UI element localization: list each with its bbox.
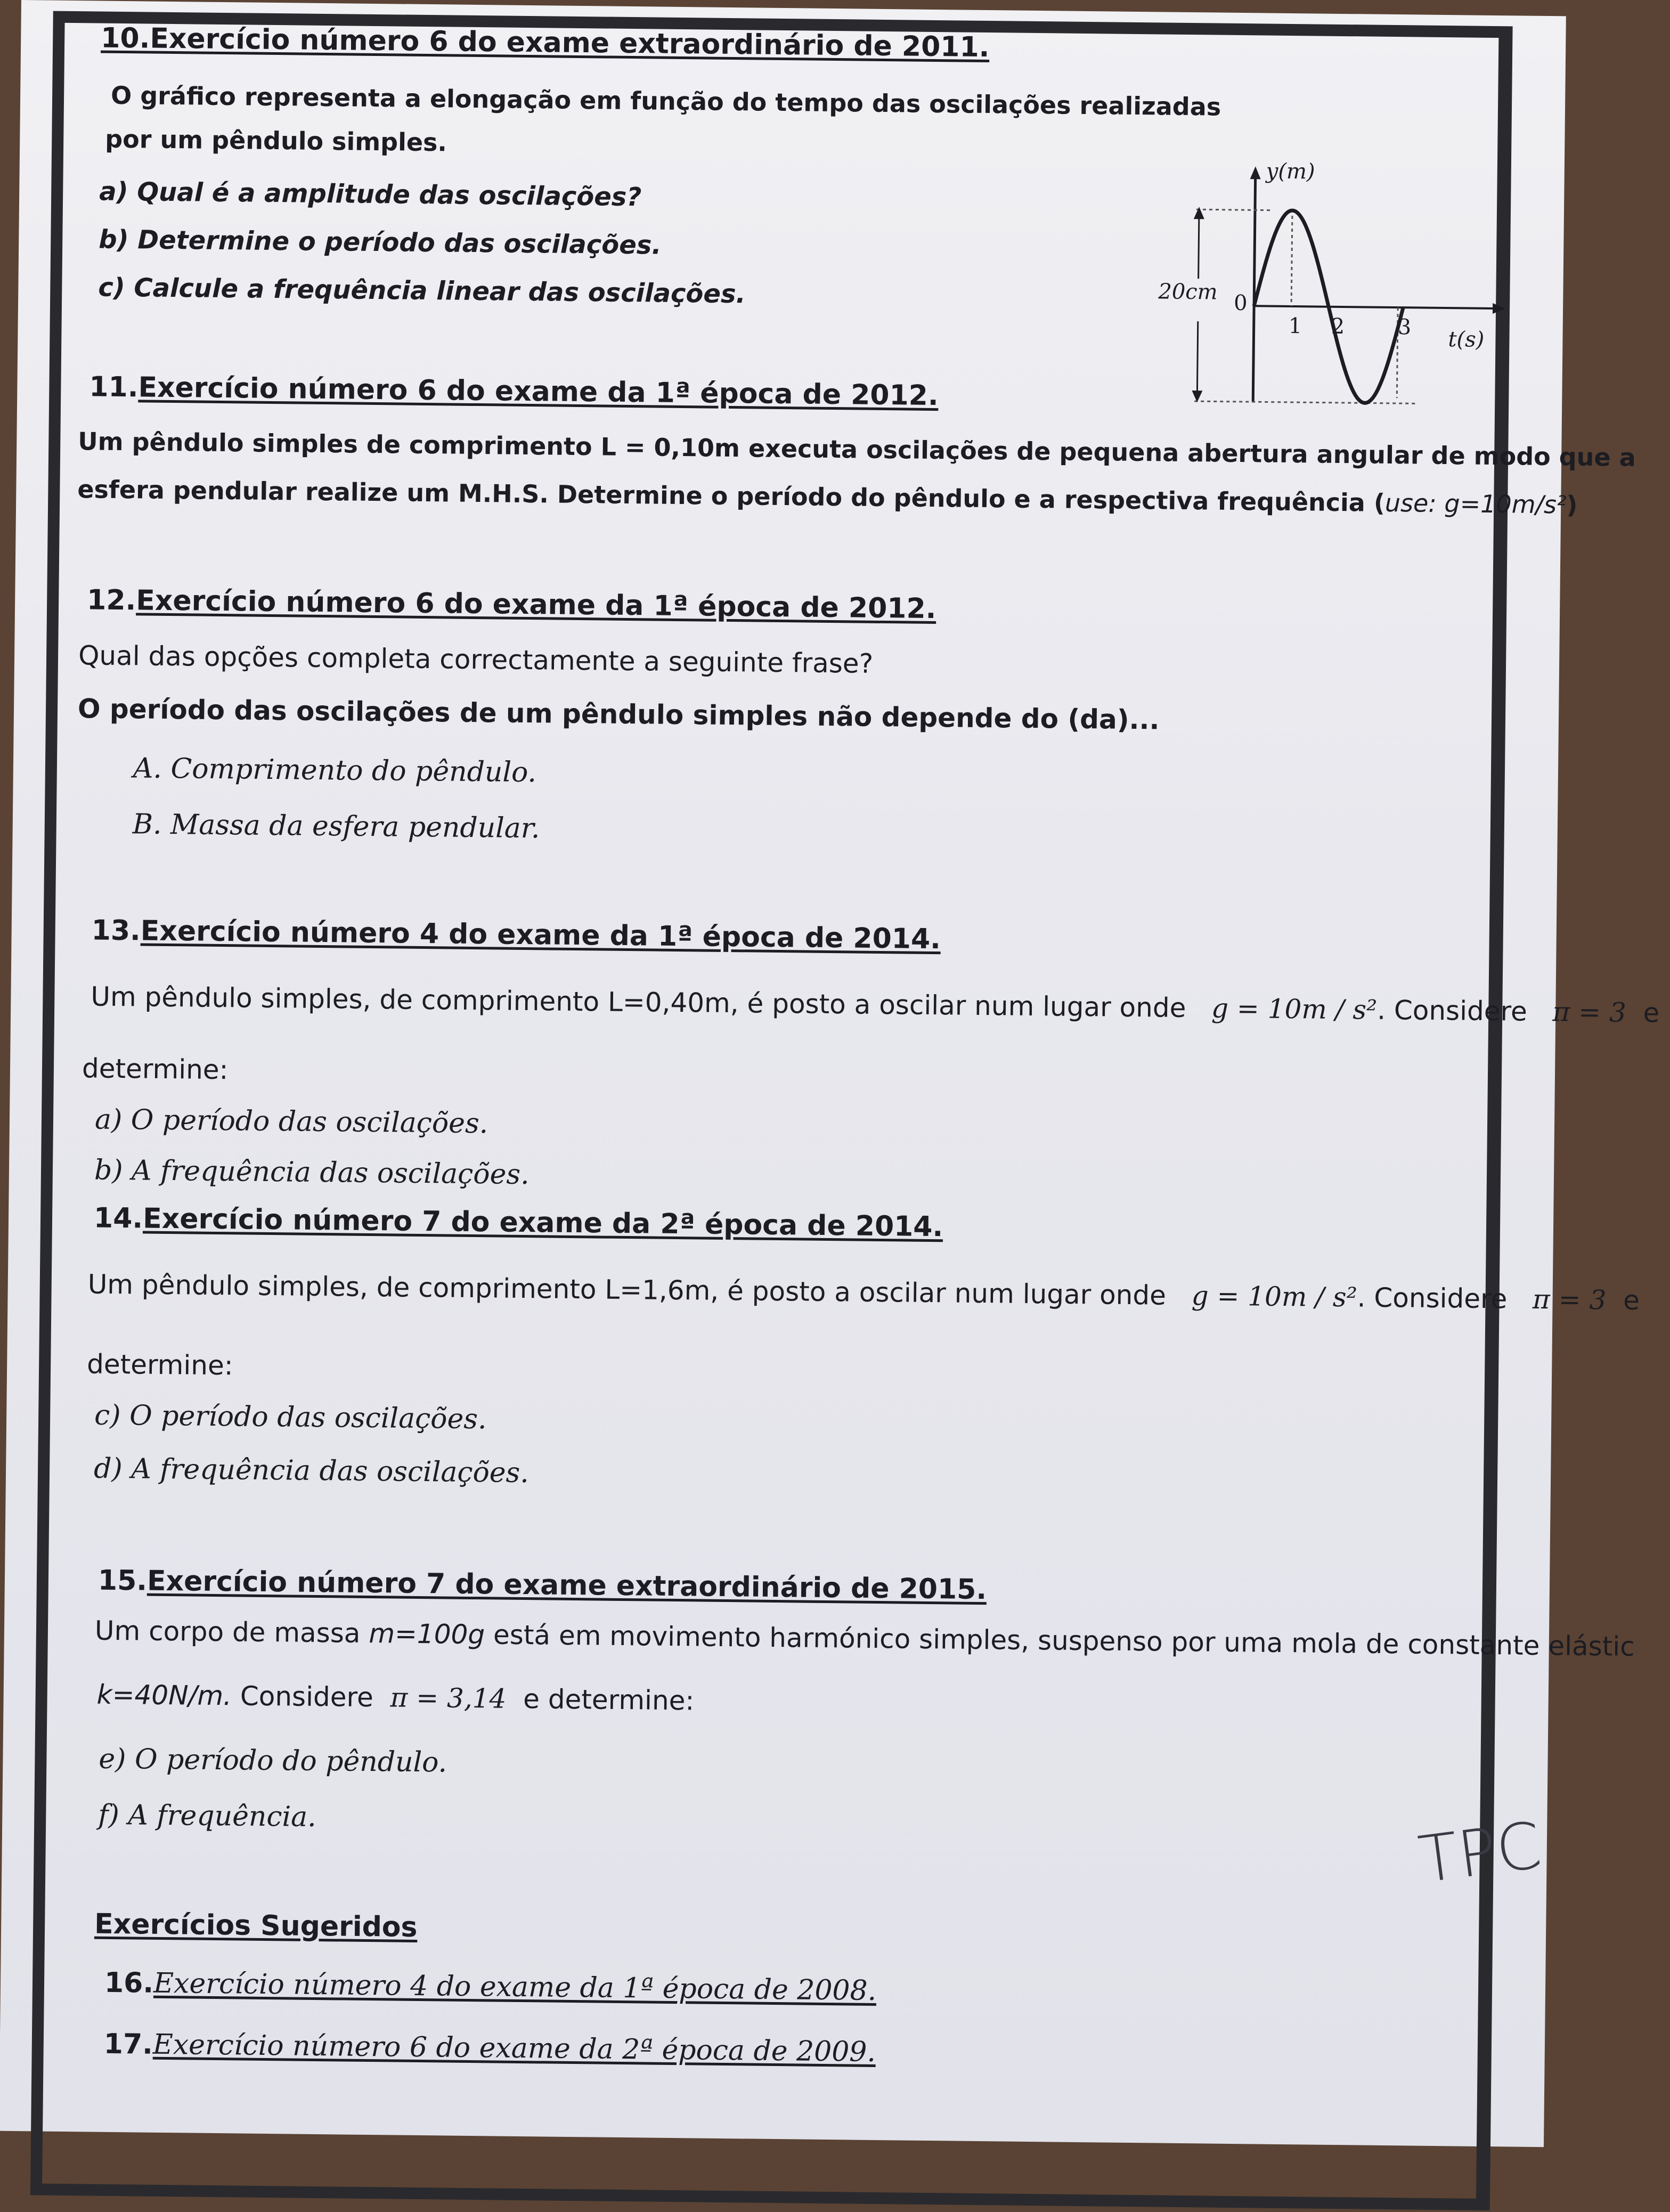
q14-item-d: d) A frequência das oscilações. [93, 1452, 529, 1490]
q11-line2: esfera pendular realize um M.H.S. Determine o período do pêndulo e a respectiva frequência (use: g=10m/s²) [77, 475, 1578, 519]
q15-title: 15.Exercício número 7 do exame extraordinário de 2015. [97, 1564, 987, 1606]
q13-determine: determine: [82, 1053, 229, 1086]
q15-line2: k=40N/m. Considere π = 3,14 e determine: [96, 1679, 695, 1717]
x-axis-label: t(s) [1448, 327, 1485, 352]
suggested-item-17: 17.Exercício número 6 do exame da 2ª época de 2009. [103, 2028, 876, 2069]
arrow-up-icon [1194, 207, 1204, 219]
q12-question: Qual das opções completa correctamente a seguinte frase? [78, 640, 874, 679]
q10-line1: O gráfico representa a elongação em função do tempo das oscilações realizadas [110, 80, 1221, 121]
q10-line2: por um pêndulo simples. [104, 124, 447, 157]
elongation-time-graph [1146, 156, 1522, 415]
tick-label-1: 1 [1288, 313, 1302, 339]
q11-line1: Um pêndulo simples de comprimento L = 0,10m executa oscilações de pequena abertura angular de modo que a [78, 427, 1636, 472]
min-dashed-line [1194, 401, 1418, 403]
q10-item-c: c) Calcule a frequência linear das oscilações. [98, 272, 746, 310]
handwritten-tpc: TPC [1414, 1808, 1546, 1898]
q14-line1: Um pêndulo simples, de comprimento L=1,6m, é posto a oscilar num lugar onde g = 10m / s². Considere π = 3 e [87, 1268, 1640, 1316]
y-axis-label: y(m) [1266, 159, 1315, 184]
suggested-item-16: 16.Exercício número 4 do exame da 1ª época de 2008. [104, 1966, 877, 2007]
q14-determine: determine: [86, 1348, 233, 1381]
q13-line1: Um pêndulo simples, de comprimento L=0,40m, é posto a oscilar num lugar onde g = 10m / s². Considere π = 3 e [91, 981, 1660, 1029]
y-axis-arrow-icon [1250, 166, 1261, 179]
max-dashed-line [1196, 209, 1271, 210]
origin-label: 0 [1233, 290, 1248, 316]
x-axis-arrow-icon [1493, 303, 1505, 314]
q12-option-a: A. Comprimento do pêndulo. [133, 752, 537, 789]
peak-dashed-guide [1291, 216, 1292, 306]
tick-label-3: 3 [1397, 315, 1412, 340]
tick-label-2: 2 [1331, 314, 1345, 339]
q12-option-b: B. Massa da esfera pendular. [132, 808, 540, 845]
q10-item-b: b) Determine o período das oscilações. [99, 224, 662, 261]
amplitude-label: 20cm [1158, 279, 1218, 305]
suggested-title: Exercícios Sugeridos [94, 1908, 418, 1943]
q14-title: 14.Exercício número 7 do exame da 2ª época de 2014. [93, 1202, 943, 1243]
q12-title: 12.Exercício número 6 do exame da 1ª época de 2012. [86, 584, 936, 625]
q13-item-b: b) A frequência das oscilações. [94, 1154, 529, 1191]
q10-title: 10.Exercício número 6 do exame extraordinário de 2011. [100, 22, 990, 64]
y-axis [1253, 173, 1256, 402]
q13-title: 13.Exercício número 4 do exame da 1ª época de 2014. [91, 914, 941, 956]
q15-item-e: e) O período do pêndulo. [99, 1743, 447, 1779]
graph-axes [1192, 166, 1507, 405]
q10-item-a: a) Qual é a amplitude das oscilações? [99, 176, 642, 213]
q15-line1: Um corpo de massa m=100g está em movimento harmónico simples, suspenso por uma mola de constante elástic [94, 1615, 1635, 1662]
q11-title: 11.Exercício número 6 do exame da 1ª época de 2012. [89, 371, 939, 412]
q15-item-f: f) A frequência. [98, 1799, 316, 1833]
q12-statement: O período das oscilações de um pêndulo simples não depende do (da)... [77, 693, 1160, 736]
q14-item-c: c) O período das oscilações. [94, 1399, 487, 1436]
q13-item-a: a) O período das oscilações. [94, 1103, 488, 1140]
